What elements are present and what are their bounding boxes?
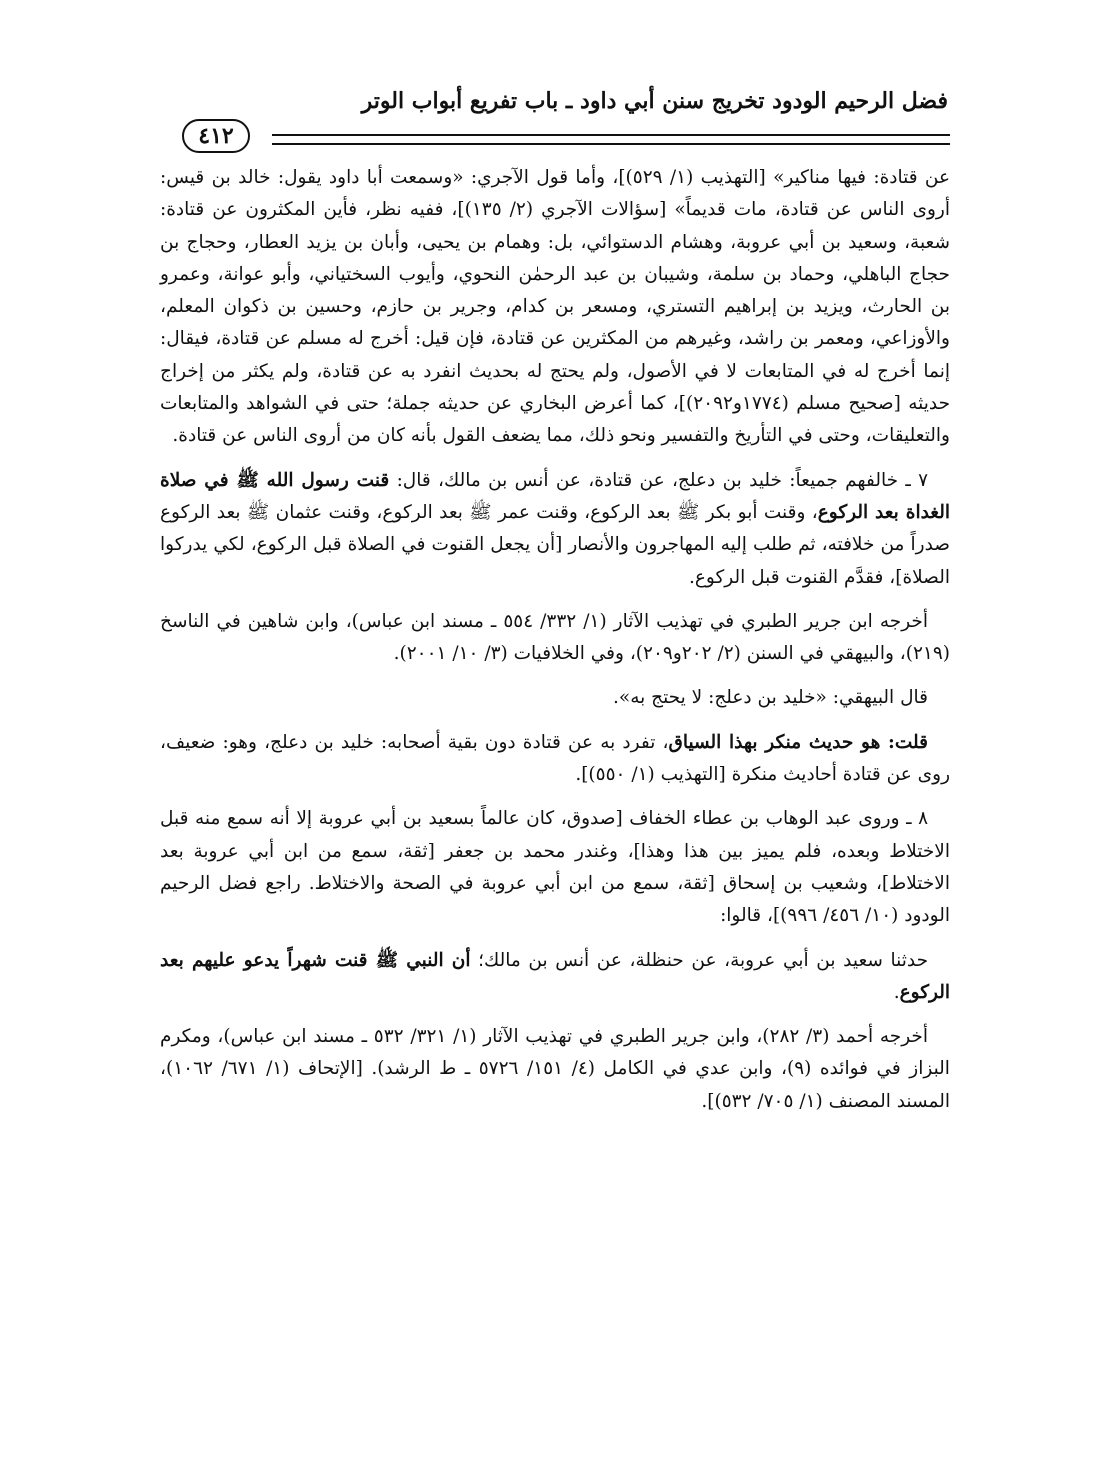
text-segment: قال البيهقي: «خليد بن دعلج: لا يحتج به». bbox=[613, 687, 928, 709]
text-segment: ٧ ـ خالفهم جميعاً: خليد بن دعلج، عن قتادة، عن أنس بن مالك، قال: bbox=[389, 469, 929, 491]
page bbox=[160, 88, 950, 1130]
header-rule bbox=[160, 116, 950, 156]
bold-segment: أن النبي ﷺ قنت شهراً يدعو عليهم بعد الركوع bbox=[160, 949, 950, 1003]
paragraph bbox=[160, 606, 950, 671]
paragraph bbox=[160, 727, 950, 792]
bold-segment: قنت رسول الله ﷺ في صلاة الغداة بعد الركوع bbox=[160, 469, 950, 523]
text-segment: ٨ ـ وروى عبد الوهاب بن عطاء الخفاف [صدوق، كان عالماً بسعيد بن أبي عروبة إلا أنه سمع منه قبل الاختلاط وبعده، فلم يميز بين هذا وهذا]، وغندر محمد بن جعفر [ثقة، سمع من ابن أبي عروبة بعد الاختلاط]، وشعيب بن إسحاق [ثقة، سمع من ابن أبي عروبة في الصحة والاختلاط. راجع فضل الرحيم الودود (١٠/ ٤٥٦/ ٩٩٦)]، قالوا: bbox=[160, 808, 950, 927]
body-text bbox=[160, 162, 950, 1118]
paragraph bbox=[160, 803, 950, 932]
paragraph bbox=[160, 682, 950, 714]
paragraph bbox=[160, 945, 950, 1010]
bold-segment: قلت: bbox=[880, 731, 928, 753]
paragraph bbox=[160, 1021, 950, 1118]
text-segment: حدثنا سعيد بن أبي عروبة، عن حنظلة، عن أنس بن مالك؛ bbox=[470, 949, 929, 971]
page-number: ٤١٢ bbox=[182, 119, 249, 153]
text-segment: ، وقنت أبو بكر ﷺ بعد الركوع، وقنت عمر ﷺ بعد الركوع، وقنت عثمان ﷺ بعد الركوع صدراً من خلافته، ثم طلب إليه المهاجرون والأنصار [أن يجعل القنوت في الصلاة قبل الركوع، لكي يدركوا الصلاة]، فقدَّم القنوت قبل الركوع. bbox=[160, 501, 950, 588]
text-segment: أخرجه ابن جرير الطبري في تهذيب الآثار (١/ ٣٣٢/ ٥٥٤ ـ مسند ابن عباس)، وابن شاهين في الناسخ (٢١٩)، والبيهقي في السنن (٢/ ٢٠٢و٢٠٩)، وفي الخلافيات (٣/ ١٠/ ٢٠٠١). bbox=[160, 610, 950, 665]
text-segment: أخرجه أحمد (٣/ ٢٨٢)، وابن جرير الطبري في تهذيب الآثار (١/ ٣٢١/ ٥٣٢ ـ مسند ابن عباس)، ومكرم البزاز في فوائده (٩)، وابن عدي في الكامل (٤/ ١٥١/ ٥٧٢٦ ـ ط الرشد). [الإتحاف (١/ ٦٧١/ ١٠٦٢)، المسند المصنف (١/ ٧٠٥/ ٥٣٢)]. bbox=[160, 1026, 950, 1112]
paragraph bbox=[160, 465, 950, 594]
text-segment: عن قتادة: فيها مناكير» [التهذيب (١/ ٥٢٩)]، وأما قول الآجري: «وسمعت أبا داود يقول: خالد بن قيس: أروى الناس عن قتادة، مات قديماً» [سؤالات الآجري (٢/ ١٣٥)]، ففيه نظر، فأين المكثرون عن قتادة: شعبة، وسعيد بن أبي عروبة، وهشام الدستوائي، بل: وهمام بن يحيى، وأبان بن يزيد العطار، وحجاج بن حجاج الباهلي، وحماد بن سلمة، وشيبان بن عبد الرحمٰن النحوي، وأيوب السختياني، وأبو عوانة، وعمرو بن الحارث، ويزيد بن إبراهيم التستري، ومسعر بن كدام، وجرير بن حازم، وحسين بن ذكوان المعلم، والأوزاعي، ومعمر بن راشد، وغيرهم من المكثرين عن قتادة، فإن قيل: أخرج له مسلم عن قتادة، فيقال: إنما أخرج له في المتابعات لا في الأصول، ولم يحتج له بحديث انفرد به عن قتادة، ولم يكثر من إخراج حديثه [صحيح مسلم (١٧٧٤و٢٠٩٢)]، كما أعرض البخاري عن حديثه جملة؛ حتى في الشواهد والمتابعات والتعليقات، وحتى في التأريخ والتفسير ونحو ذلك، مما يضعف القول بأنه كان من أروى الناس عن قتادة. bbox=[160, 167, 951, 447]
bold-segment: هو حديث منكر بهذا السياق bbox=[668, 731, 881, 753]
paragraph bbox=[160, 162, 950, 453]
double-rule-line bbox=[160, 134, 950, 145]
running-header: فضل الرحيم الودود تخريج سنن أبي داود ـ باب تفريع أبواب الوتر bbox=[361, 88, 948, 114]
text-segment: . bbox=[893, 981, 900, 1003]
text-segment: ، تفرد به عن قتادة دون بقية أصحابه: خليد بن دعلج، وهو: ضعيف، روى عن قتادة أحاديث منكرة [التهذيب (١/ ٥٥٠)]. bbox=[160, 731, 950, 786]
page-number-badge bbox=[160, 118, 272, 154]
